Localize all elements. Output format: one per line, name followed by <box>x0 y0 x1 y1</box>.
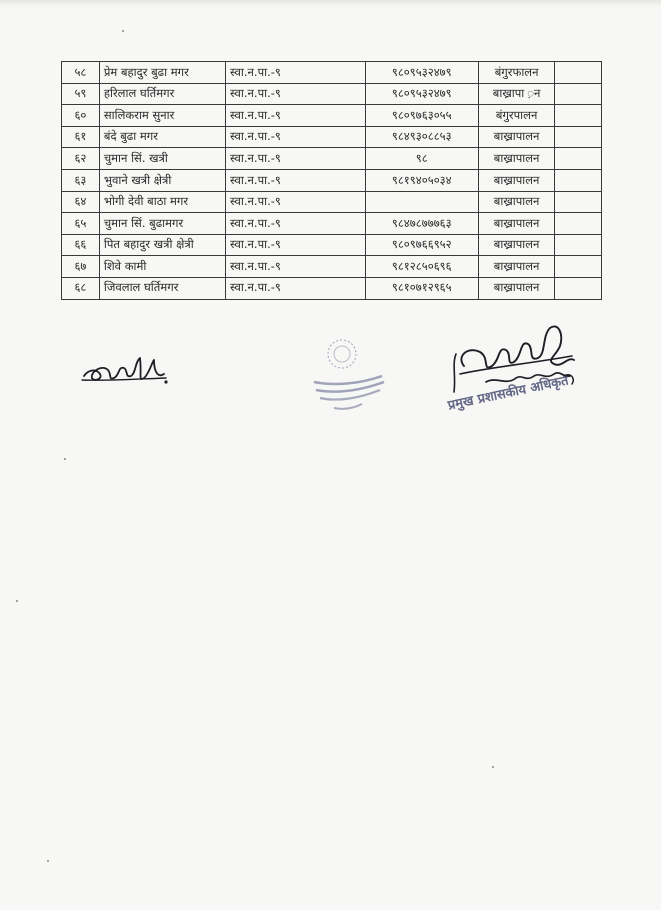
phone-cell: ९८०९५३२४७९ <box>365 83 478 105</box>
blank-cell <box>555 83 602 105</box>
name-cell: शिवे कामी <box>99 256 225 278</box>
blank-cell <box>555 62 602 84</box>
phone-cell <box>365 191 478 213</box>
occupation-cell: बाख्रापालन <box>478 191 555 213</box>
scan-speck <box>47 860 49 862</box>
table-row <box>62 126 602 148</box>
serial-number-cell: ६७ <box>62 256 100 278</box>
address-cell: स्वा.न.पा.-९ <box>226 256 366 278</box>
blank-cell <box>555 256 602 278</box>
address-cell: स्वा.न.पा.-९ <box>226 169 366 191</box>
name-cell: भोगी देवी बाठा मगर <box>99 191 225 213</box>
serial-number-cell: ५८ <box>62 62 100 84</box>
phone-cell: ९८०९५३२४७९ <box>365 62 478 84</box>
serial-number-cell: ६४ <box>62 191 100 213</box>
occupation-cell: बाख्रापालन <box>478 148 555 170</box>
table-row <box>62 191 602 213</box>
address-cell: स्वा.न.पा.-९ <box>226 83 366 105</box>
name-cell: जिवलाल घर्तिमगर <box>99 277 225 299</box>
scan-speck <box>16 600 18 602</box>
phone-cell: ९८४९३०८८५३ <box>365 126 478 148</box>
name-cell: भुवाने खत्री क्षेत्री <box>99 169 225 191</box>
table-row <box>62 169 602 191</box>
scan-speck <box>492 766 494 768</box>
occupation-cell: बाख्रापालन <box>478 234 555 256</box>
blank-cell <box>555 213 602 235</box>
occupation-cell: बंगुरफालन <box>478 62 555 84</box>
address-cell: स्वा.न.पा.-९ <box>226 126 366 148</box>
occupation-cell: बाख्रापालन <box>478 277 555 299</box>
serial-number-cell: ६२ <box>62 148 100 170</box>
blank-cell <box>555 126 602 148</box>
name-cell: हरिलाल घर्तिमगर <box>99 83 225 105</box>
blank-cell <box>555 148 602 170</box>
serial-number-cell: ६१ <box>62 126 100 148</box>
name-cell: प्रेम बहादुर बुढा मगर <box>99 62 225 84</box>
municipality-seal <box>304 330 392 422</box>
blank-cell <box>555 191 602 213</box>
phone-cell: ९८०९७६३०५५ <box>365 105 478 127</box>
table-row <box>62 234 602 256</box>
blank-cell <box>555 105 602 127</box>
phone-cell: ९८४७८७७७६३ <box>365 213 478 235</box>
name-cell: पित बहादुर खत्री क्षेत्री <box>99 234 225 256</box>
table-row <box>62 213 602 235</box>
table-row <box>62 277 602 299</box>
occupation-cell: बाख्रापालन <box>478 213 555 235</box>
phone-cell: ९८०९७६६९५२ <box>365 234 478 256</box>
serial-number-cell: ५९ <box>62 83 100 105</box>
address-cell: स्वा.न.पा.-९ <box>226 191 366 213</box>
table-row <box>62 105 602 127</box>
phone-cell: ९८१९४०५०३४ <box>365 169 478 191</box>
serial-number-cell: ६८ <box>62 277 100 299</box>
serial-number-cell: ६० <box>62 105 100 127</box>
phone-cell: ९८१२८५०६९६ <box>365 256 478 278</box>
blank-cell <box>555 234 602 256</box>
table-row <box>62 62 602 84</box>
serial-number-cell: ६५ <box>62 213 100 235</box>
beneficiary-table-body <box>62 62 602 300</box>
occupation-cell: बाख्रापा ़न <box>478 83 555 105</box>
occupation-cell: बाख्रापालन <box>478 126 555 148</box>
address-cell: स्वा.न.पा.-९ <box>226 62 366 84</box>
blank-cell <box>555 169 602 191</box>
name-cell: चुमान सिं. खत्री <box>99 148 225 170</box>
scan-speck <box>64 458 66 460</box>
address-cell: स्वा.न.पा.-९ <box>226 213 366 235</box>
address-cell: स्वा.न.पा.-९ <box>226 148 366 170</box>
occupation-cell: बंगुरपालन <box>478 105 555 127</box>
table-row <box>62 256 602 278</box>
occupation-cell: बाख्रापालन <box>478 169 555 191</box>
address-cell: स्वा.न.पा.-९ <box>226 105 366 127</box>
occupation-cell: बाख्रापालन <box>478 256 555 278</box>
address-cell: स्वा.न.पा.-९ <box>226 234 366 256</box>
scan-speck <box>122 30 124 32</box>
table-row <box>62 148 602 170</box>
chief-officer-stamp: प्रमुख प्रशासकीय अधिकृत <box>446 373 570 414</box>
blank-cell <box>555 277 602 299</box>
name-cell: चुमान सिं. बुढामगर <box>99 213 225 235</box>
name-cell: बंदे बुढा मगर <box>99 126 225 148</box>
table-row <box>62 83 602 105</box>
serial-number-cell: ६३ <box>62 169 100 191</box>
beneficiary-table <box>61 61 602 300</box>
phone-cell: ९८ <box>365 148 478 170</box>
serial-number-cell: ६६ <box>62 234 100 256</box>
phone-cell: ९८१०७१२९६५ <box>365 277 478 299</box>
left-signature <box>78 348 170 394</box>
name-cell: सालिकराम सुनार <box>99 105 225 127</box>
scan-top-edge <box>0 0 661 6</box>
address-cell: स्वा.न.पा.-९ <box>226 277 366 299</box>
